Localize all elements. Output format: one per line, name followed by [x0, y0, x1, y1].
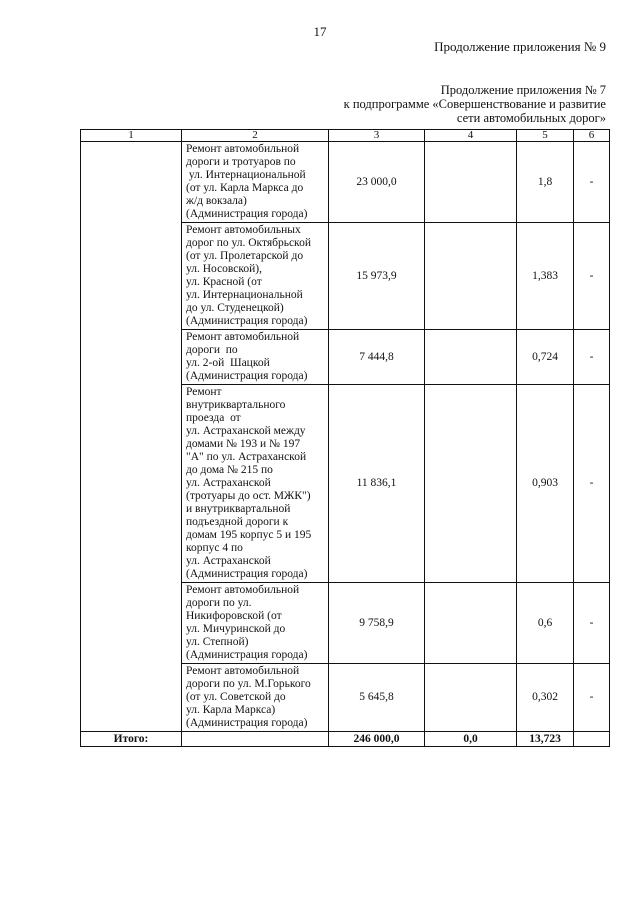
table-header-row: [81, 130, 610, 142]
total-label: Итого:: [81, 732, 182, 747]
work-description-cell: [182, 330, 329, 385]
work-description-line: до ул. Студенецкой): [186, 302, 284, 314]
work-description-line: ул. Степной): [186, 636, 249, 648]
work-description-line: до дома № 215 по: [186, 464, 273, 476]
header-col-6: 6: [574, 130, 610, 142]
amount-cell: 15 973,9: [329, 223, 425, 330]
appendix-7-line-3: сети автомобильных дорог»: [456, 111, 606, 125]
work-description-line: (от ул. Советской до: [186, 691, 286, 703]
work-description-line: Ремонт автомобильной: [186, 665, 300, 677]
col-6-cell: -: [574, 664, 610, 732]
work-description-line: домами № 193 и № 197: [186, 438, 301, 450]
work-description-line: ж/д вокзала): [186, 195, 247, 207]
work-description-cell: [182, 223, 329, 330]
total-col-6-cell: [574, 732, 610, 747]
work-description-line: и внутриквартальной: [186, 503, 291, 515]
work-description-line: ул. Астраханской: [186, 555, 271, 567]
length-km-cell: 1,8: [517, 142, 574, 223]
work-description-line: Ремонт автомобильной: [186, 584, 300, 596]
length-km-cell: 1,383: [517, 223, 574, 330]
col-4-cell: [425, 142, 517, 223]
appendix-7-line-1: Продолжение приложения № 7: [440, 83, 606, 97]
amount-cell: 23 000,0: [329, 142, 425, 223]
col-4-cell: [425, 223, 517, 330]
col-4-cell: [425, 664, 517, 732]
total-col-2-cell: [182, 732, 329, 747]
col-4-cell: [425, 583, 517, 664]
work-description-line: ул. Носовской),: [186, 263, 263, 275]
work-description-line: (от ул. Пролетарской до: [186, 250, 304, 262]
appendix-7-line-2: к подпрограмме «Совершенствование и развитие: [343, 97, 606, 111]
header-col-1: 1: [81, 130, 182, 142]
work-description-line: дороги и тротуаров по: [186, 156, 296, 168]
work-description-line: дороги по: [186, 344, 238, 356]
work-description-line: (Администрация города): [186, 717, 308, 729]
work-description-line: ул. Интернациональной: [186, 289, 303, 301]
work-description-line: корпус 4 по: [186, 542, 243, 554]
length-km-cell: 0,6: [517, 583, 574, 664]
amount-cell: 11 836,1: [329, 385, 425, 583]
work-description-line: дороги по ул.: [186, 597, 252, 609]
work-description-line: "А" по ул. Астраханской: [186, 451, 307, 463]
work-description-line: (Администрация города): [186, 208, 308, 220]
work-description-line: дороги по ул. М.Горького: [186, 678, 311, 690]
work-description-line: проезда от: [186, 412, 241, 424]
work-description-line: Ремонт автомобильных: [186, 224, 301, 236]
road-repair-table: [80, 129, 610, 747]
length-km-cell: 0,903: [517, 385, 574, 583]
col-6-cell: -: [574, 142, 610, 223]
work-description-line: ул. Астраханской между: [186, 425, 306, 437]
work-description-line: дорог по ул. Октябрьской: [186, 237, 311, 249]
work-description-line: ул. Астраханской: [186, 477, 271, 489]
page-number: 17: [313, 24, 327, 39]
amount-cell: 9 758,9: [329, 583, 425, 664]
length-km-cell: 0,302: [517, 664, 574, 732]
work-description-line: (Администрация города): [186, 649, 308, 661]
work-description-line: (от ул. Карла Маркса до: [186, 182, 304, 194]
work-description-line: (Администрация города): [186, 315, 308, 327]
total-amount-cell: 246 000,0: [329, 732, 425, 747]
work-description-line: ул. Карла Маркса): [186, 704, 276, 716]
work-description-line: ул. 2-ой Шацкой: [186, 357, 270, 369]
col-4-cell: [425, 330, 517, 385]
work-description-line: (Администрация города): [186, 370, 308, 382]
work-description-line: домам 195 корпус 5 и 195: [186, 529, 312, 541]
work-description-line: Ремонт: [186, 386, 222, 398]
header-col-3: 3: [329, 130, 425, 142]
col-4-cell: [425, 385, 517, 583]
work-description-line: (тротуары до ост. МЖК"): [186, 490, 311, 502]
work-description-line: ул. Мичуринской до: [186, 623, 286, 635]
total-row: [81, 732, 610, 747]
work-description-cell: [182, 664, 329, 732]
work-description-line: ул. Интернациональной: [186, 169, 306, 181]
header-col-2: 2: [182, 130, 329, 142]
header-col-4: 4: [425, 130, 517, 142]
col-1-merged-cell: [81, 142, 182, 732]
table-row: [81, 142, 610, 223]
col-6-cell: -: [574, 385, 610, 583]
work-description-line: внутриквартального: [186, 399, 286, 411]
col-6-cell: -: [574, 330, 610, 385]
col-6-cell: -: [574, 223, 610, 330]
work-description-line: Ремонт автомобильной: [186, 331, 300, 343]
header-col-5: 5: [517, 130, 574, 142]
amount-cell: 5 645,8: [329, 664, 425, 732]
total-length-cell: 13,723: [517, 732, 574, 747]
work-description-line: Никифоровской (от: [186, 610, 282, 622]
length-km-cell: 0,724: [517, 330, 574, 385]
work-description-line: Ремонт автомобильной: [186, 143, 300, 155]
appendix-9-continuation: Продолжение приложения № 9: [434, 39, 606, 54]
work-description-line: (Администрация города): [186, 568, 308, 580]
appendix-7-continuation: [286, 83, 606, 125]
total-col-4-cell: 0,0: [425, 732, 517, 747]
work-description-line: ул. Красной (от: [186, 276, 262, 288]
work-description-cell: [182, 385, 329, 583]
amount-cell: 7 444,8: [329, 330, 425, 385]
work-description-cell: [182, 583, 329, 664]
work-description-line: подъездной дороги к: [186, 516, 289, 528]
col-6-cell: -: [574, 583, 610, 664]
work-description-cell: [182, 142, 329, 223]
